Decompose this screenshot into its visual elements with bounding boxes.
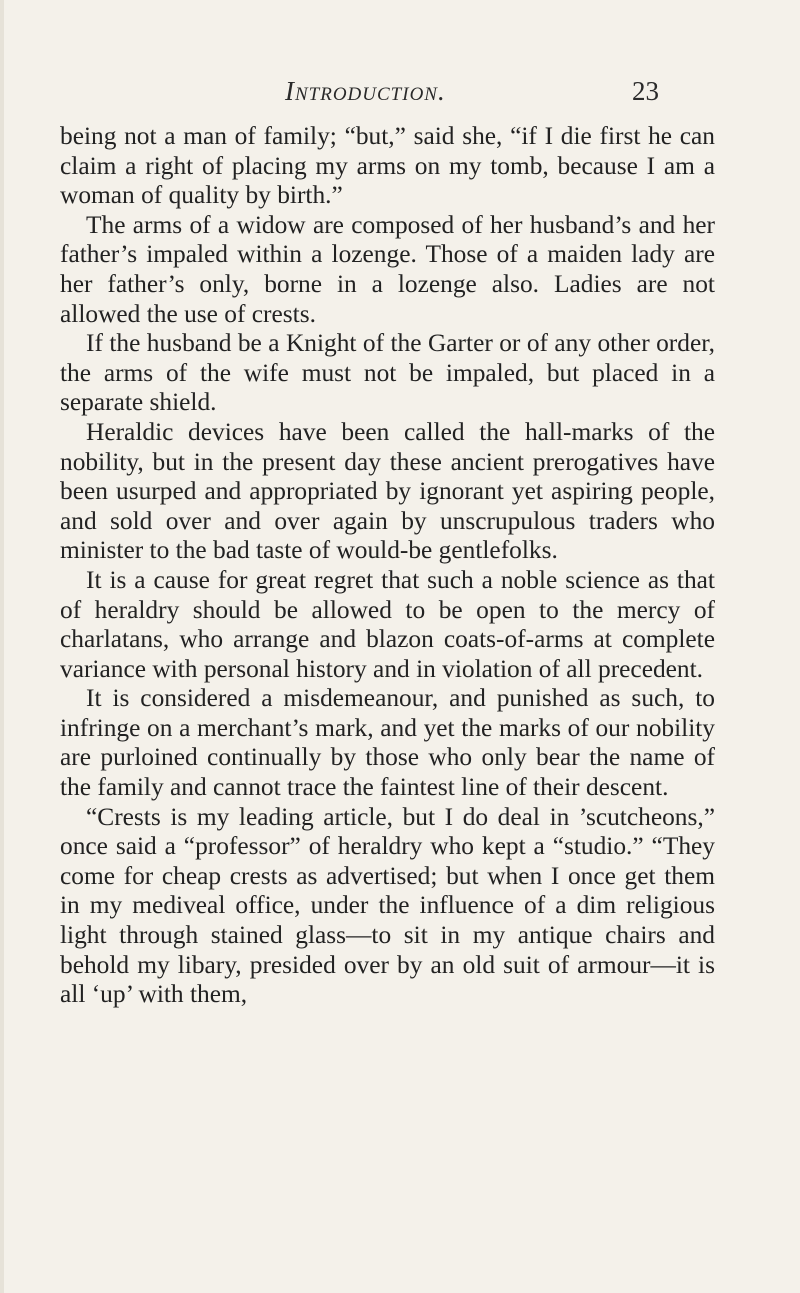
- paragraph: “Crests is my leading article, but I do deal in ’scutcheons,” once said a “professor” of heraldry who kept a “studio.” “They come for cheap crests as advertised; but when I once get them in my medivеal office, under the influence of a dim religious light through stained glass—to sit in my antique chairs and behold my libary, presided over by an old suit of armour—it is all ‘up’ with them,: [60, 802, 715, 1009]
- paragraph: The arms of a widow are composed of her husband’s and her father’s impaled within a lozenge. Those of a maiden lady are her father’s only, borne in a lozenge also. Ladies are not allowed the use of crests.: [60, 210, 715, 328]
- paragraph: It is a cause for great regret that such a noble science as that of heraldry should be allowed to be open to the mercy of charlatans, who arrange and blazon coats-of-arms at complete variance with personal history and in violation of all precedent.: [60, 565, 715, 683]
- paragraph: being not a man of family; “but,” said she, “if I die first he can claim a right of placing my arms on my tomb, because I am a woman of quality by birth.”: [60, 122, 715, 210]
- page-edge: [0, 0, 4, 1293]
- paragraph: It is considered a misdemeanour, and punished as such, to infringe on a merchant’s mark, and yet the marks of our nobility are purloined continually by those who only bear the name of the family and cannot trace the faintest line of their descent.: [60, 684, 715, 802]
- page-header: [0, 76, 800, 110]
- paragraph: If the husband be a Knight of the Garter or of any other order, the arms of the wife must not be impaled, but placed in a separate shield.: [60, 329, 715, 417]
- running-head: Introduction.: [285, 76, 446, 106]
- body-text: [60, 122, 715, 1010]
- paragraph: Heraldic devices have been called the hall-marks of the nobility, but in the present day these ancient prerogatives have been usurped and appropriated by ignorant yet aspiring people, and sold over and over again by unscrupulous traders who minister to the bad taste of would-be gentlefolks.: [60, 417, 715, 565]
- page-number: 23: [632, 76, 659, 106]
